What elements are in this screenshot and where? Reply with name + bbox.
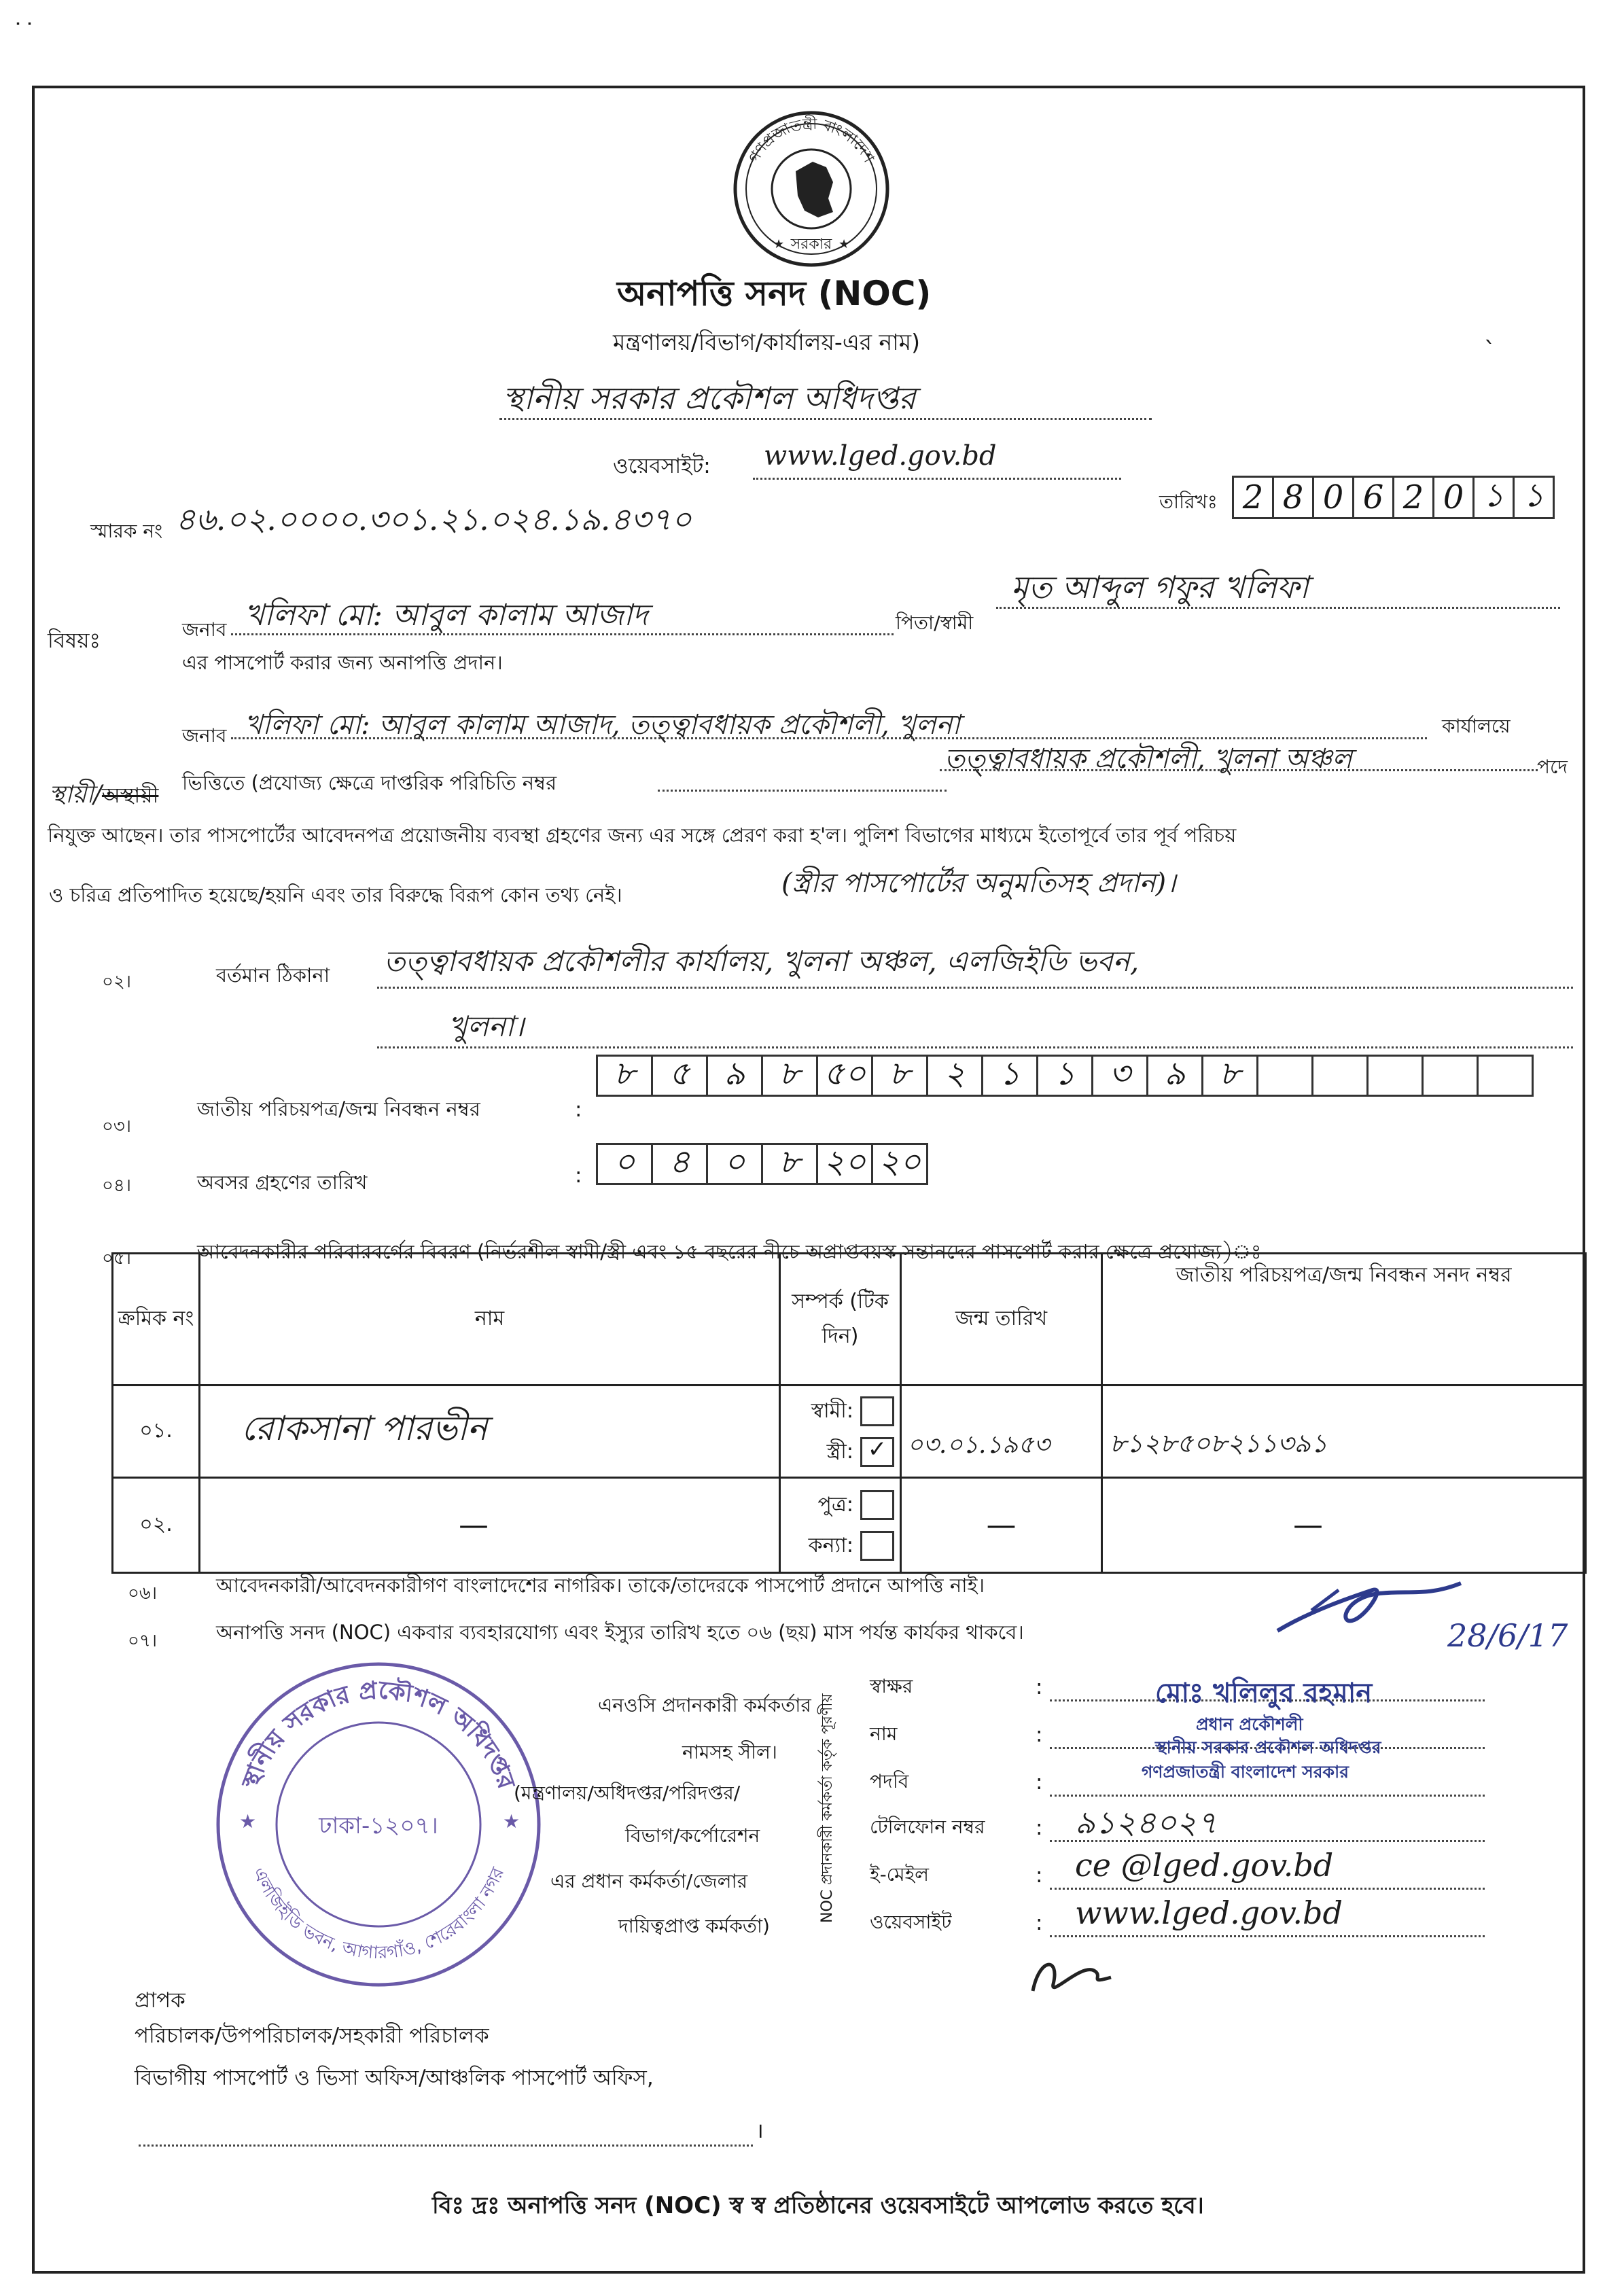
- nid-num: ০৩।: [102, 1116, 132, 1137]
- stamp-org: স্থানীয় সরকার প্রকৌশল অধিদপ্তর: [1155, 1737, 1381, 1757]
- checkbox-daughter[interactable]: [860, 1531, 894, 1561]
- subtitle: মন্ত্রণালয়/বিভাগ/কার্যালয়-এর নাম): [613, 329, 921, 355]
- issuer-field-label: পদবি: [870, 1770, 909, 1793]
- stamp-name: মোঃ খলিলুর রহমান: [1155, 1677, 1373, 1709]
- stamp-outer-top: স্থানীয় সরকার প্রকৌশল অধিদপ্তর: [236, 1676, 520, 1793]
- date-label: তারিখঃ: [1159, 491, 1218, 513]
- body-prefix: জনাব: [182, 724, 227, 747]
- nid-digit-box: [1311, 1055, 1369, 1097]
- retirement-digit-box: ৪: [651, 1143, 708, 1185]
- nid-digit-box: [1256, 1055, 1313, 1097]
- retirement-colon: :: [575, 1163, 582, 1188]
- government-seal-icon: [731, 109, 892, 269]
- corner-mark: ˋ: [1484, 337, 1496, 364]
- subject-prefix: জনাব: [182, 618, 227, 641]
- issuer-field-line: [1050, 1935, 1485, 1937]
- nid-boxes: [598, 1055, 1534, 1097]
- retirement-digit-box: ০: [596, 1143, 653, 1185]
- clause-07-text: অনাপত্তি সনদ (NOC) একবার ব্যবহারযোগ্য এবং ইস্যুর তারিখ হতে ০৬ (ছয়) মাস পর্যন্ত কার্যকর থাকবে।: [216, 1621, 1024, 1644]
- address-line2-handwritten: খুলনা।: [448, 1010, 525, 1043]
- retirement-num: ০৪।: [102, 1176, 132, 1196]
- issuer-field-colon: :: [1036, 1675, 1043, 1699]
- seal-top-text: গণপ্রজাতন্ত্রী বাংলাদেশ: [745, 116, 877, 166]
- nid-digit-box: [1366, 1055, 1424, 1097]
- body-line2: ভিত্তিতে (প্রযোজ্য ক্ষেত্রে দাপ্তরিক পরিচিতি নম্বর: [182, 771, 557, 794]
- issuer-left-line: বিভাগ/কর্পোরেশন: [625, 1824, 760, 1847]
- office-name-handwritten: স্থানীয় সরকার প্রকৌশল অধিদপ্তর: [503, 380, 916, 417]
- signature-icon: [1271, 1570, 1475, 1651]
- svg-text:গণপ্রজাতন্ত্রী বাংলাদেশ: [745, 115, 877, 166]
- row-relation: স্বামী: স্ত্রী: ✓: [780, 1386, 901, 1478]
- issuer-field-label: নাম: [870, 1723, 898, 1745]
- permanent-struck: স্থায়ী/অস্থায়ী: [49, 781, 159, 809]
- issuer-field-colon: :: [1036, 1863, 1043, 1888]
- retirement-digit-box: ২০: [871, 1143, 928, 1185]
- issuer-field-colon: :: [1036, 1770, 1043, 1795]
- issuer-field-colon: :: [1036, 1723, 1043, 1747]
- row-serial: ০২.: [113, 1478, 200, 1573]
- issuer-field-label: টেলিফোন নম্বর: [870, 1816, 985, 1838]
- nid-digit-box: [1477, 1055, 1534, 1097]
- issuer-left-line: নামসহ সীল।: [682, 1741, 777, 1763]
- issuer-field-label: স্বাক্ষর: [870, 1675, 913, 1697]
- nid-digit-box: ৯: [1146, 1055, 1203, 1097]
- nid-digit-box: ৫: [651, 1055, 708, 1097]
- family-table: [111, 1252, 1587, 1574]
- col-name: নাম: [200, 1254, 780, 1386]
- designation-handwritten: তত্ত্বাবধায়ক প্রকৌশলী, খুলনা অঞ্চল: [945, 743, 1352, 775]
- address-num: ০২।: [102, 972, 132, 992]
- designation-suffix: পদে: [1537, 756, 1568, 778]
- nid-digit-box: ৮: [871, 1055, 928, 1097]
- memo-value: ৪৬.০২.০০০০.৩০১.২১.০২৪.১৯.৪৩৭০: [175, 501, 692, 537]
- sign-date: 28/6/17: [1447, 1617, 1568, 1654]
- issuer-field-colon: :: [1036, 1816, 1043, 1840]
- date-digit-box: 2: [1232, 476, 1274, 519]
- issuer-field-value: ce @lged.gov.bd: [1075, 1847, 1334, 1884]
- father-name-handwritten: মৃত আব্দুল গফুর খলিফা: [1011, 569, 1309, 605]
- issuer-field-label: ওয়েবসাইট: [870, 1911, 952, 1933]
- svg-text:এলজিইডি ভবন, আগারগাঁও, শেরেবাং: [248, 1865, 508, 1964]
- row-name: রোকসানা পারভীন: [200, 1386, 780, 1478]
- retirement-digit-box: ৮: [761, 1143, 818, 1185]
- website-label: ওয়েবসাইট:: [613, 454, 711, 478]
- body-line4: ও চরিত্র প্রতিপাদিত হয়েছে/হয়নি এবং তার বিরুদ্ধে বিরূপ কোন তথ্য নেই।: [49, 883, 622, 906]
- initials-icon: [1026, 1943, 1114, 2005]
- corner-mark: ˙˙: [12, 19, 35, 46]
- address-label: বর্তমান ঠিকানা: [216, 964, 330, 987]
- row-dob: ০৩.০১.১৯৫৩: [901, 1386, 1102, 1478]
- body-line4-handwritten: (স্ত্রীর পাসপোর্টের অনুমতিসহ প্রদান)।: [781, 868, 1176, 899]
- row-name: —: [200, 1478, 780, 1573]
- office-stamp-icon: [212, 1658, 545, 1991]
- row-nid: —: [1102, 1478, 1586, 1573]
- stamp-outer-bottom: এলজিইডি ভবন, আগারগাঁও, শেরেবাংলা নগর: [248, 1865, 509, 1964]
- seal-bottom-text: সরকার: [790, 236, 832, 253]
- nid-digit-box: ৮: [761, 1055, 818, 1097]
- recipient-line1: পরিচালক/উপপরিচালক/সহকারী পরিচালক: [135, 2024, 489, 2048]
- office-suffix: কার্যালয়ে: [1442, 715, 1511, 737]
- stamp-title: প্রধান প্রকৌশলী: [1196, 1714, 1303, 1734]
- issuer-left-line: এনওসি প্রদানকারী কর্মকর্তার: [598, 1694, 811, 1716]
- body-line3: নিযুক্ত আছেন। তার পাসপোর্টের আবেদনপত্র প্রয়োজনীয় ব্যবস্থা গ্রহণের জন্য এর সঙ্গে প্রেরণ করা হ'ল। পুলিশ বিভাগের মাধ্যমে ইতোপূর্বে তার পূর্ব পরিচয়: [48, 824, 1237, 847]
- issuer-field-line: [1050, 1888, 1485, 1890]
- retirement-digit-box: ২০: [816, 1143, 873, 1185]
- issuer-vertical-note: NOC প্রদানকারী কর্মকর্তা কর্তৃক পূরণীয়: [819, 1693, 836, 1923]
- svg-text:★: ★: [773, 237, 785, 251]
- table-row: [113, 1386, 1586, 1478]
- nid-digit-box: ১: [981, 1055, 1038, 1097]
- clause-07-num: ০৭।: [128, 1631, 158, 1651]
- col-nid: জাতীয় পরিচয়পত্র/জন্ম নিবন্ধন সনদ নম্বর: [1102, 1254, 1586, 1386]
- footer-note: বিঃ দ্রঃ অনাপত্তি সনদ (NOC) স্ব স্ব প্রতিষ্ঠানের ওয়েবসাইটে আপলোড করতে হবে।: [432, 2192, 1204, 2219]
- recipient-line2: বিভাগীয় পাসপোর্ট ও ভিসা অফিস/আঞ্চলিক পাসপোর্ট অফিস,: [135, 2066, 654, 2090]
- page-title: অনাপত্তি সনদ (NOC): [617, 274, 932, 313]
- checkbox-wife[interactable]: ✓: [860, 1437, 894, 1467]
- col-relation: সম্পর্ক (টিক দিন): [780, 1254, 901, 1386]
- issuer-field-value: www.lged.gov.bd: [1075, 1894, 1343, 1931]
- date-boxes: [1234, 476, 1555, 519]
- website-value: www.lged.gov.bd: [764, 440, 997, 472]
- date-digit-box: 0: [1312, 476, 1354, 519]
- retirement-label: অবসর গ্রহণের তারিখ: [197, 1171, 368, 1194]
- row-relation: পুত্র: কন্যা:: [780, 1478, 901, 1573]
- table-row: [113, 1478, 1586, 1573]
- issuer-left-line: (মন্ত্রণালয়/অধিদপ্তর/পরিদপ্তর/: [514, 1782, 741, 1804]
- issuer-field-colon: :: [1036, 1911, 1043, 1935]
- issuer-left-line: দায়িত্বপ্রাপ্ত কর্মকর্তা): [618, 1915, 770, 1937]
- svg-text:★: ★: [839, 237, 850, 251]
- checkbox-husband[interactable]: [860, 1396, 894, 1426]
- row-serial: ০১.: [113, 1386, 200, 1478]
- father-label: পিতা/স্বামী: [896, 612, 974, 634]
- nid-digit-box: ৩: [1091, 1055, 1148, 1097]
- date-digit-box: 8: [1272, 476, 1314, 519]
- retirement-digit-box: ০: [706, 1143, 763, 1185]
- svg-text:স্থানীয় সরকার প্রকৌশল অধিদপ্ত: [236, 1674, 520, 1793]
- family-label: আবেদনকারীর পরিবারবর্গের বিবরণ (নির্ভরশীল স্বামী/স্ত্রী এবং ১৫ বছরের নীচে অপ্রাপ্তবয়স্ক সন্তানদের পাসপোর্ট করার ক্ষেত্রে প্রযোজ্য)ঃ: [197, 1240, 1262, 1263]
- date-digit-box: 6: [1352, 476, 1394, 519]
- date-digit-box: ১: [1513, 476, 1555, 519]
- nid-digit-box: ৮: [596, 1055, 653, 1097]
- date-digit-box: ১: [1472, 476, 1515, 519]
- row-nid: ৮১২৮৫০৮২১১৩৯১: [1102, 1386, 1586, 1478]
- issuer-field-label: ই-মেইল: [870, 1863, 930, 1886]
- nid-digit-box: [1422, 1055, 1479, 1097]
- clause-06-num: ০৬।: [128, 1583, 158, 1604]
- date-digit-box: 2: [1392, 476, 1434, 519]
- subject-label: বিষয়ঃ: [48, 629, 101, 653]
- issuer-left-line: এর প্রধান কর্মকর্তা/জেলার: [550, 1870, 748, 1892]
- checkbox-son[interactable]: [860, 1490, 894, 1520]
- subject-line2: এর পাসপোর্ট করার জন্য অনাপত্তি প্রদান।: [182, 651, 503, 674]
- memo-label: স্মারক নং: [90, 520, 163, 542]
- row-dob: —: [901, 1478, 1102, 1573]
- date-digit-box: 0: [1432, 476, 1475, 519]
- recipient-label: প্রাপক: [135, 1988, 186, 2013]
- nid-digit-box: ১: [1036, 1055, 1093, 1097]
- svg-text:★: ★: [503, 1810, 520, 1833]
- nid-digit-box: ৯: [706, 1055, 763, 1097]
- svg-text:★: ★: [239, 1810, 257, 1833]
- address-line1-handwritten: তত্ত্বাবধায়ক প্রকৌশলীর কার্যালয়, খুলনা অঞ্চল, এলজিইডি ভবন,: [384, 945, 1140, 978]
- clause-06-text: আবেদনকারী/আবেদনকারীগণ বাংলাদেশের নাগরিক। তাকে/তাদেরকে পাসপোর্ট প্রদানে আপত্তি নাই।: [216, 1574, 985, 1597]
- retirement-boxes: [598, 1143, 928, 1185]
- nid-colon: :: [575, 1097, 582, 1122]
- subject-name-handwritten: খলিফা মো: আবুল কালাম আজাদ: [245, 598, 648, 633]
- stamp-center: ঢাকা-১২০৭।: [319, 1812, 438, 1839]
- col-dob: জন্ম তারিখ: [901, 1254, 1102, 1386]
- body-name-office-handwritten: খলিফা মো: আবুল কালাম আজাদ, তত্ত্বাবধায়ক প্রকৌশলী, খুলনা: [245, 709, 961, 741]
- nid-digit-box: ৮: [1201, 1055, 1258, 1097]
- family-num: ০৫।: [102, 1248, 132, 1269]
- col-serial: ক্রমিক নং: [113, 1254, 200, 1386]
- nid-digit-box: ৫০: [816, 1055, 873, 1097]
- nid-label: জাতীয় পরিচয়পত্র/জন্ম নিবন্ধন নম্বর: [197, 1097, 480, 1120]
- issuer-field-value: ৯১২৪০২৭: [1075, 1804, 1218, 1841]
- recipient-line3-end: ।: [756, 2119, 764, 2143]
- nid-digit-box: ২: [926, 1055, 983, 1097]
- issuer-field-line: [1050, 1795, 1485, 1797]
- stamp-govt: গণপ্রজাতন্ত্রী বাংলাদেশ সরকার: [1142, 1762, 1349, 1782]
